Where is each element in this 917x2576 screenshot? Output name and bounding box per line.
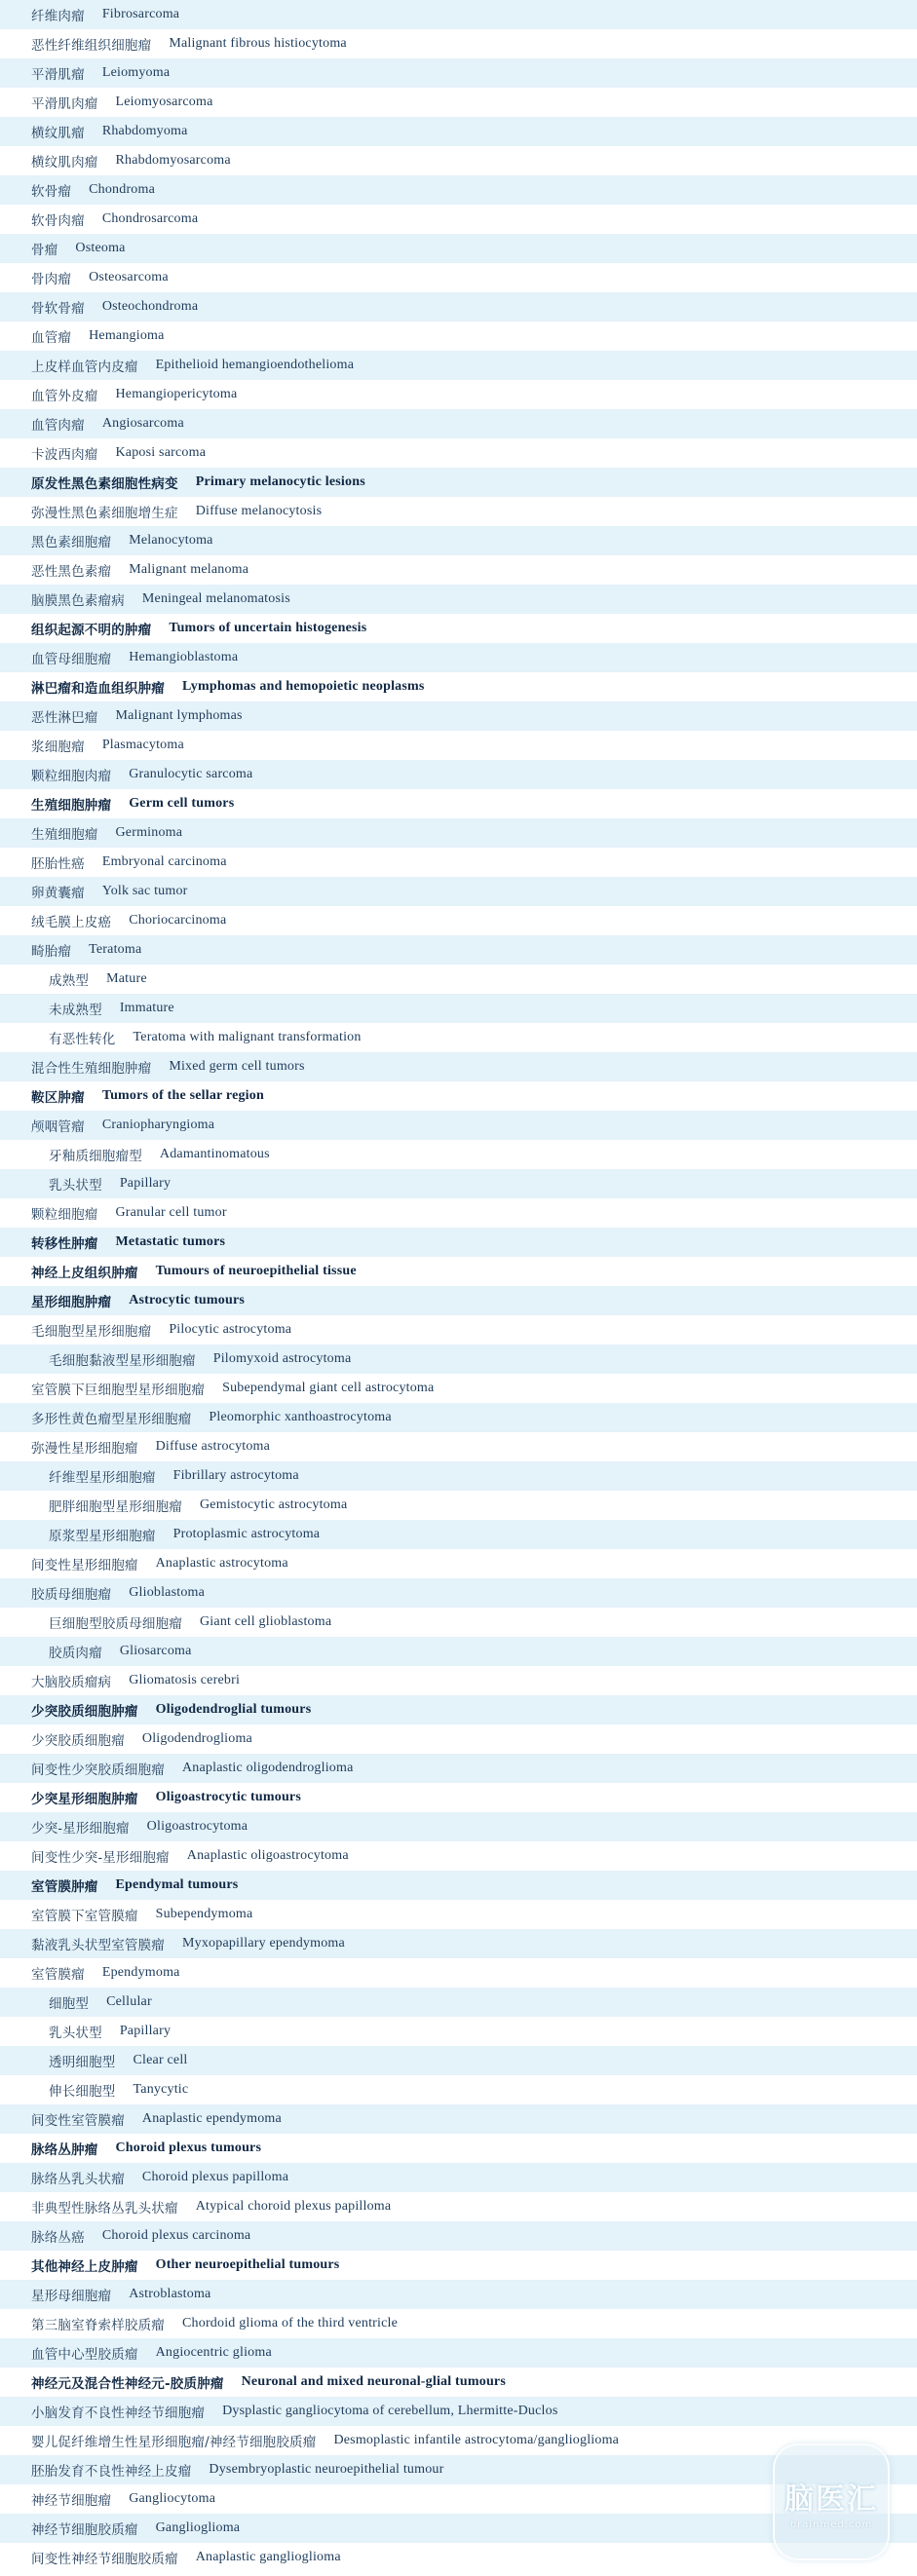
table-section-heading (0, 789, 917, 818)
english-term: Fibrosarcoma (101, 7, 180, 21)
english-term: Other neuroepithelial tumours (155, 2257, 340, 2272)
table-row (0, 409, 917, 438)
english-term: Mixed germ cell tumors (169, 1059, 305, 1074)
chinese-term: 卵黄囊瘤 (31, 886, 85, 901)
table-row (0, 1345, 917, 1374)
table-row (0, 1812, 917, 1841)
chinese-term: 骨肉瘤 (31, 272, 72, 287)
chinese-term: 脉络丛乳头状瘤 (31, 2172, 125, 2187)
table-row (0, 1666, 917, 1695)
chinese-term: 多形性黄色瘤型星形细胞瘤 (31, 1412, 192, 1427)
table-row (0, 1578, 917, 1608)
english-term: Teratoma (89, 942, 142, 957)
chinese-term: 血管外皮瘤 (31, 389, 98, 404)
english-term: Anaplastic ganglioglioma (195, 2550, 341, 2564)
table-row (0, 2192, 917, 2221)
english-term: Hemangioblastoma (129, 650, 239, 664)
table-section-heading (0, 2134, 917, 2163)
english-term: Immature (119, 1001, 174, 1015)
chinese-term: 混合性生殖细胞肿瘤 (31, 1061, 152, 1077)
english-term: Choroid plexus papilloma (141, 2170, 289, 2184)
english-term: Desmoplastic infantile astrocytoma/ganglioglioma (333, 2433, 620, 2447)
chinese-term: 室管膜瘤 (31, 1967, 85, 1983)
english-term: Osteochondroma (101, 299, 199, 314)
english-term: Papillary (119, 2024, 172, 2038)
chinese-term: 胚胎发育不良性神经上皮瘤 (31, 2464, 192, 2480)
table-row (0, 2309, 917, 2338)
table-row (0, 965, 917, 994)
english-term: Hemangioma (89, 328, 165, 343)
english-term: Oligodendroglioma (141, 1731, 252, 1746)
table-row (0, 1929, 917, 1958)
watermark-subtext: brainmed.com (789, 2519, 873, 2530)
english-term: Metastatic tumors (115, 1234, 226, 1249)
english-term: Kaposi sarcoma (115, 445, 207, 460)
english-term: Primary melanocytic lesions (195, 474, 365, 489)
table-row (0, 292, 917, 322)
table-row (0, 994, 917, 1023)
chinese-term: 细胞型 (49, 1996, 90, 2012)
chinese-term: 间变性室管膜瘤 (31, 2113, 125, 2129)
chinese-term: 间变性少突-星形细胞瘤 (31, 1850, 170, 1866)
table-row (0, 175, 917, 205)
chinese-term: 纤维型星形细胞瘤 (49, 1470, 156, 1486)
chinese-term: 横纹肌瘤 (31, 126, 85, 141)
english-term: Embryonal carcinoma (101, 854, 227, 869)
english-term: Gliomatosis cerebri (129, 1673, 241, 1687)
table-section-heading (0, 1081, 917, 1111)
table-row (0, 2514, 917, 2543)
english-term: Granular cell tumor (115, 1205, 227, 1220)
english-term: Anaplastic oligodendroglioma (182, 1761, 354, 1775)
table-section-heading (0, 468, 917, 497)
english-term: Dysplastic gangliocytoma of cerebellum, Lhermitte-Duclos (222, 2404, 558, 2418)
chinese-term: 间变性神经节细胞胶质瘤 (31, 2552, 178, 2567)
chinese-term: 弥漫性星形细胞瘤 (31, 1441, 138, 1457)
chinese-term: 未成熟型 (49, 1003, 102, 1018)
table-row (0, 497, 917, 526)
english-term: Anaplastic oligoastrocytoma (186, 1848, 349, 1863)
english-term: Osteoma (75, 241, 126, 255)
table-row (0, 1549, 917, 1578)
table-row (0, 1403, 917, 1432)
chinese-term: 恶性纤维组织细胞瘤 (31, 38, 152, 54)
english-term: Ependymal tumours (115, 1877, 239, 1892)
chinese-term: 胶质肉瘤 (49, 1646, 102, 1661)
chinese-term: 神经上皮组织肿瘤 (31, 1266, 138, 1281)
english-term: Anaplastic astrocytoma (155, 1556, 288, 1571)
english-term: Choroid plexus tumours (115, 2140, 262, 2155)
english-term: Angiosarcoma (101, 416, 184, 431)
table-row (0, 701, 917, 731)
english-term: Meningeal melanomatosis (141, 591, 290, 606)
english-term: Tumors of the sellar region (101, 1088, 264, 1103)
chinese-term: 弥漫性黑色素细胞增生症 (31, 506, 178, 521)
english-term: Leiomyosarcoma (115, 95, 213, 109)
chinese-term: 少突星形细胞肿瘤 (31, 1792, 138, 1807)
table-row (0, 643, 917, 672)
chinese-term: 颅咽管瘤 (31, 1119, 85, 1135)
table-row (0, 1841, 917, 1871)
watermark-text: 脑医汇 (784, 2481, 878, 2517)
table-row (0, 2075, 917, 2104)
table-section-heading (0, 1228, 917, 1257)
chinese-term: 巨细胞型胶质母细胞瘤 (49, 1616, 182, 1632)
english-term: Craniopharyngioma (101, 1118, 215, 1132)
chinese-term: 透明细胞型 (49, 2055, 116, 2070)
table-row (0, 2455, 917, 2484)
table-row (0, 1637, 917, 1666)
chinese-term: 骨软骨瘤 (31, 301, 85, 317)
chinese-term: 星形细胞肿瘤 (31, 1295, 112, 1310)
english-term: Choroid plexus carcinoma (101, 2228, 251, 2243)
table-row (0, 1023, 917, 1052)
chinese-term: 毛细胞黏液型星形细胞瘤 (49, 1353, 196, 1369)
chinese-term: 黏液乳头状型室管膜瘤 (31, 1938, 165, 1953)
english-term: Ependymoma (101, 1965, 180, 1980)
english-term: Chordoid glioma of the third ventricle (182, 2316, 399, 2330)
english-term: Oligodendroglial tumours (155, 1702, 312, 1717)
table-row (0, 1052, 917, 1081)
table-row (0, 322, 917, 351)
table-section-heading (0, 1695, 917, 1724)
table-row (0, 906, 917, 935)
table-row (0, 1988, 917, 2017)
table-row (0, 1608, 917, 1637)
chinese-term: 室管膜下巨细胞型星形细胞瘤 (31, 1383, 206, 1398)
english-term: Subependymoma (155, 1907, 253, 1921)
chinese-term: 血管中心型胶质瘤 (31, 2347, 138, 2363)
chinese-term: 黑色素细胞瘤 (31, 535, 112, 550)
chinese-term: 血管瘤 (31, 330, 72, 346)
english-term: Osteosarcoma (89, 270, 169, 284)
chinese-term: 少突-星形细胞瘤 (31, 1821, 130, 1837)
english-term: Astrocytic tumours (129, 1293, 246, 1307)
english-term: Diffuse astrocytoma (155, 1439, 271, 1454)
english-term: Diffuse melanocytosis (195, 504, 323, 518)
table-row (0, 88, 917, 117)
chinese-term: 生殖细胞瘤 (31, 827, 98, 843)
chinese-term: 浆细胞瘤 (31, 739, 85, 755)
chinese-term: 乳头状型 (49, 1178, 102, 1193)
chinese-term: 生殖细胞肿瘤 (31, 798, 112, 814)
chinese-term: 神经节细胞胶质瘤 (31, 2522, 138, 2538)
english-term: Papillary (119, 1176, 172, 1191)
table-row (0, 2280, 917, 2309)
table-section-heading (0, 1783, 917, 1812)
chinese-term: 畸胎瘤 (31, 944, 72, 960)
english-term: Epithelioid hemangioendothelioma (155, 358, 355, 372)
table-row (0, 2484, 917, 2514)
chinese-term: 原浆型星形细胞瘤 (49, 1529, 156, 1544)
chinese-term: 少突胶质细胞瘤 (31, 1733, 125, 1749)
english-term: Plasmacytoma (101, 738, 184, 752)
english-term: Melanocytoma (129, 533, 213, 548)
chinese-term: 神经元及混合性神经元-胶质肿瘤 (31, 2376, 224, 2392)
table-row (0, 2046, 917, 2075)
english-term: Malignant fibrous histiocytoma (169, 36, 347, 51)
english-term: Teratoma with malignant transformation (133, 1030, 362, 1044)
chinese-term: 纤维肉瘤 (31, 9, 85, 24)
table-row (0, 1198, 917, 1228)
english-term: Oligoastrocytic tumours (155, 1790, 301, 1804)
chinese-term: 软骨肉瘤 (31, 213, 85, 229)
chinese-term: 毛细胞型星形细胞瘤 (31, 1324, 152, 1340)
table-row (0, 1374, 917, 1403)
english-term: Oligoastrocytoma (146, 1819, 248, 1834)
table-row (0, 2221, 917, 2251)
english-term: Mature (106, 971, 147, 986)
english-term: Malignant lymphomas (115, 708, 243, 723)
table-row (0, 1432, 917, 1461)
table-row (0, 731, 917, 760)
table-row (0, 0, 917, 29)
chinese-term: 平滑肌瘤 (31, 67, 85, 83)
table-row (0, 1520, 917, 1549)
chinese-term: 脉络丛肿瘤 (31, 2142, 98, 2158)
chinese-term: 平滑肌肉瘤 (31, 96, 98, 112)
english-term: Clear cell (133, 2053, 188, 2067)
english-term: Giant cell glioblastoma (200, 1614, 332, 1629)
english-term: Pleomorphic xanthoastrocytoma (209, 1410, 392, 1424)
chinese-term: 卡波西肉瘤 (31, 447, 98, 463)
english-term: Tumors of uncertain histogenesis (169, 621, 367, 635)
chinese-term: 非典型性脉络丛乳头状瘤 (31, 2201, 178, 2216)
table-row (0, 2397, 917, 2426)
table-row (0, 1900, 917, 1929)
table-row (0, 526, 917, 555)
table-row (0, 263, 917, 292)
english-term: Hemangiopericytoma (115, 387, 238, 401)
table-section-heading (0, 614, 917, 643)
table-row (0, 380, 917, 409)
english-term: Choriocarcinoma (129, 913, 227, 928)
table-row (0, 1315, 917, 1345)
chinese-term: 间变性星形细胞瘤 (31, 1558, 138, 1573)
english-term: Yolk sac tumor (101, 884, 188, 898)
chinese-term: 成熟型 (49, 973, 90, 989)
table-row (0, 848, 917, 877)
table-row (0, 29, 917, 58)
english-term: Myxopapillary ependymoma (182, 1936, 345, 1951)
chinese-term: 婴儿促纤维增生性星形细胞瘤/神经节细胞胶质瘤 (31, 2435, 317, 2450)
table-row (0, 877, 917, 906)
english-term: Fibrillary astrocytoma (172, 1468, 299, 1483)
table-row (0, 1754, 917, 1783)
chinese-term: 胚胎性癌 (31, 856, 85, 872)
chinese-term: 脑膜黑色素瘤病 (31, 593, 125, 609)
english-term: Pilomyxoid astrocytoma (212, 1351, 352, 1366)
table-row (0, 1958, 917, 1988)
chinese-term: 星形母细胞瘤 (31, 2289, 112, 2304)
english-term: Gliosarcoma (119, 1644, 192, 1658)
table-row (0, 818, 917, 848)
chinese-term: 淋巴瘤和造血组织肿瘤 (31, 681, 165, 697)
chinese-term: 绒毛膜上皮癌 (31, 915, 112, 930)
chinese-term: 组织起源不明的肿瘤 (31, 623, 152, 638)
table-row (0, 234, 917, 263)
table-row (0, 555, 917, 585)
chinese-term: 血管肉瘤 (31, 418, 85, 434)
english-term: Pilocytic astrocytoma (169, 1322, 292, 1337)
chinese-term: 小脑发育不良性神经节细胞瘤 (31, 2406, 206, 2421)
english-term: Atypical choroid plexus papilloma (195, 2199, 392, 2214)
chinese-term: 鞍区肿瘤 (31, 1090, 85, 1106)
chinese-term: 肥胖细胞型星形细胞瘤 (49, 1499, 182, 1515)
table-row (0, 58, 917, 88)
table-row (0, 438, 917, 468)
table-row (0, 1461, 917, 1491)
table-section-heading (0, 1257, 917, 1286)
chinese-term: 血管母细胞瘤 (31, 652, 112, 667)
chinese-term: 骨瘤 (31, 243, 58, 258)
table-section-heading (0, 1286, 917, 1315)
english-term: Germinoma (115, 825, 183, 840)
table-row (0, 2338, 917, 2368)
table-row (0, 760, 917, 789)
table-section-heading (0, 1871, 917, 1900)
chinese-term: 牙釉质细胞瘤型 (49, 1149, 142, 1164)
table-row (0, 585, 917, 614)
chinese-term: 颗粒细胞肉瘤 (31, 769, 112, 784)
english-term: Tumours of neuroepithelial tissue (155, 1264, 357, 1278)
english-term: Astroblastoma (129, 2287, 211, 2301)
chinese-term: 室管膜下室管膜瘤 (31, 1909, 138, 1924)
english-term: Leiomyoma (101, 65, 171, 80)
english-term: Rhabdomyoma (101, 124, 188, 138)
english-term: Glioblastoma (129, 1585, 206, 1600)
chinese-term: 恶性黑色素瘤 (31, 564, 112, 580)
table-row (0, 205, 917, 234)
chinese-term: 第三脑室脊索样胶质瘤 (31, 2318, 165, 2333)
table-row (0, 2163, 917, 2192)
table-row (0, 146, 917, 175)
chinese-term: 其他神经上皮肿瘤 (31, 2259, 138, 2275)
chinese-term: 软骨瘤 (31, 184, 72, 200)
chinese-term: 横纹肌肉瘤 (31, 155, 98, 170)
chinese-term: 有恶性转化 (49, 1032, 116, 1047)
english-term: Malignant melanoma (129, 562, 249, 577)
table-row (0, 1724, 917, 1754)
chinese-term: 胶质母细胞瘤 (31, 1587, 112, 1603)
chinese-term: 室管膜肿瘤 (31, 1879, 98, 1895)
chinese-term: 恶性淋巴瘤 (31, 710, 98, 726)
table-row (0, 1169, 917, 1198)
english-term: Lymphomas and hemopoietic neoplasms (182, 679, 425, 694)
english-term: Gemistocytic astrocytoma (200, 1497, 348, 1512)
english-term: Chondrosarcoma (101, 211, 199, 226)
english-term: Granulocytic sarcoma (129, 767, 253, 781)
table-row (0, 2017, 917, 2046)
chinese-term: 大脑胶质瘤病 (31, 1675, 112, 1690)
chinese-term: 上皮样血管内皮瘤 (31, 360, 138, 375)
table-row (0, 351, 917, 380)
english-term: Adamantinomatous (159, 1147, 270, 1161)
chinese-term: 乳头状型 (49, 2026, 102, 2041)
chinese-term: 间变性少突胶质细胞瘤 (31, 1762, 165, 1778)
english-term: Anaplastic ependymoma (141, 2111, 282, 2126)
table-section-heading (0, 2368, 917, 2397)
chinese-term: 颗粒细胞瘤 (31, 1207, 98, 1223)
english-term: Neuronal and mixed neuronal-glial tumours (241, 2374, 506, 2389)
table-row (0, 2426, 917, 2455)
table-row (0, 935, 917, 965)
english-term: Ganglioglioma (155, 2520, 241, 2535)
chinese-term: 转移性肿瘤 (31, 1236, 98, 1252)
english-term: Rhabdomyosarcoma (115, 153, 231, 168)
chinese-term: 少突胶质细胞肿瘤 (31, 1704, 138, 1720)
english-term: Tanycytic (133, 2082, 189, 2097)
table-section-heading (0, 2251, 917, 2280)
chinese-term: 脉络丛癌 (31, 2230, 85, 2246)
chinese-term: 原发性黑色素细胞性病变 (31, 476, 178, 492)
english-term: Dysembryoplastic neuroepithelial tumour (209, 2462, 444, 2477)
english-term: Protoplasmic astrocytoma (172, 1527, 321, 1541)
table-row (0, 1491, 917, 1520)
table-row (0, 2543, 917, 2572)
table-row (0, 1140, 917, 1169)
table-row (0, 117, 917, 146)
english-term: Cellular (106, 1994, 152, 2009)
english-term: Chondroma (89, 182, 156, 197)
table-section-heading (0, 672, 917, 701)
table-row (0, 1111, 917, 1140)
english-term: Subependymal giant cell astrocytoma (222, 1381, 435, 1395)
chinese-term: 神经节细胞瘤 (31, 2493, 112, 2509)
english-term: Angiocentric glioma (155, 2345, 272, 2360)
chinese-term: 伸长细胞型 (49, 2084, 116, 2100)
table-row (0, 2104, 917, 2134)
english-term: Gangliocytoma (129, 2491, 216, 2506)
english-term: Germ cell tumors (129, 796, 235, 811)
